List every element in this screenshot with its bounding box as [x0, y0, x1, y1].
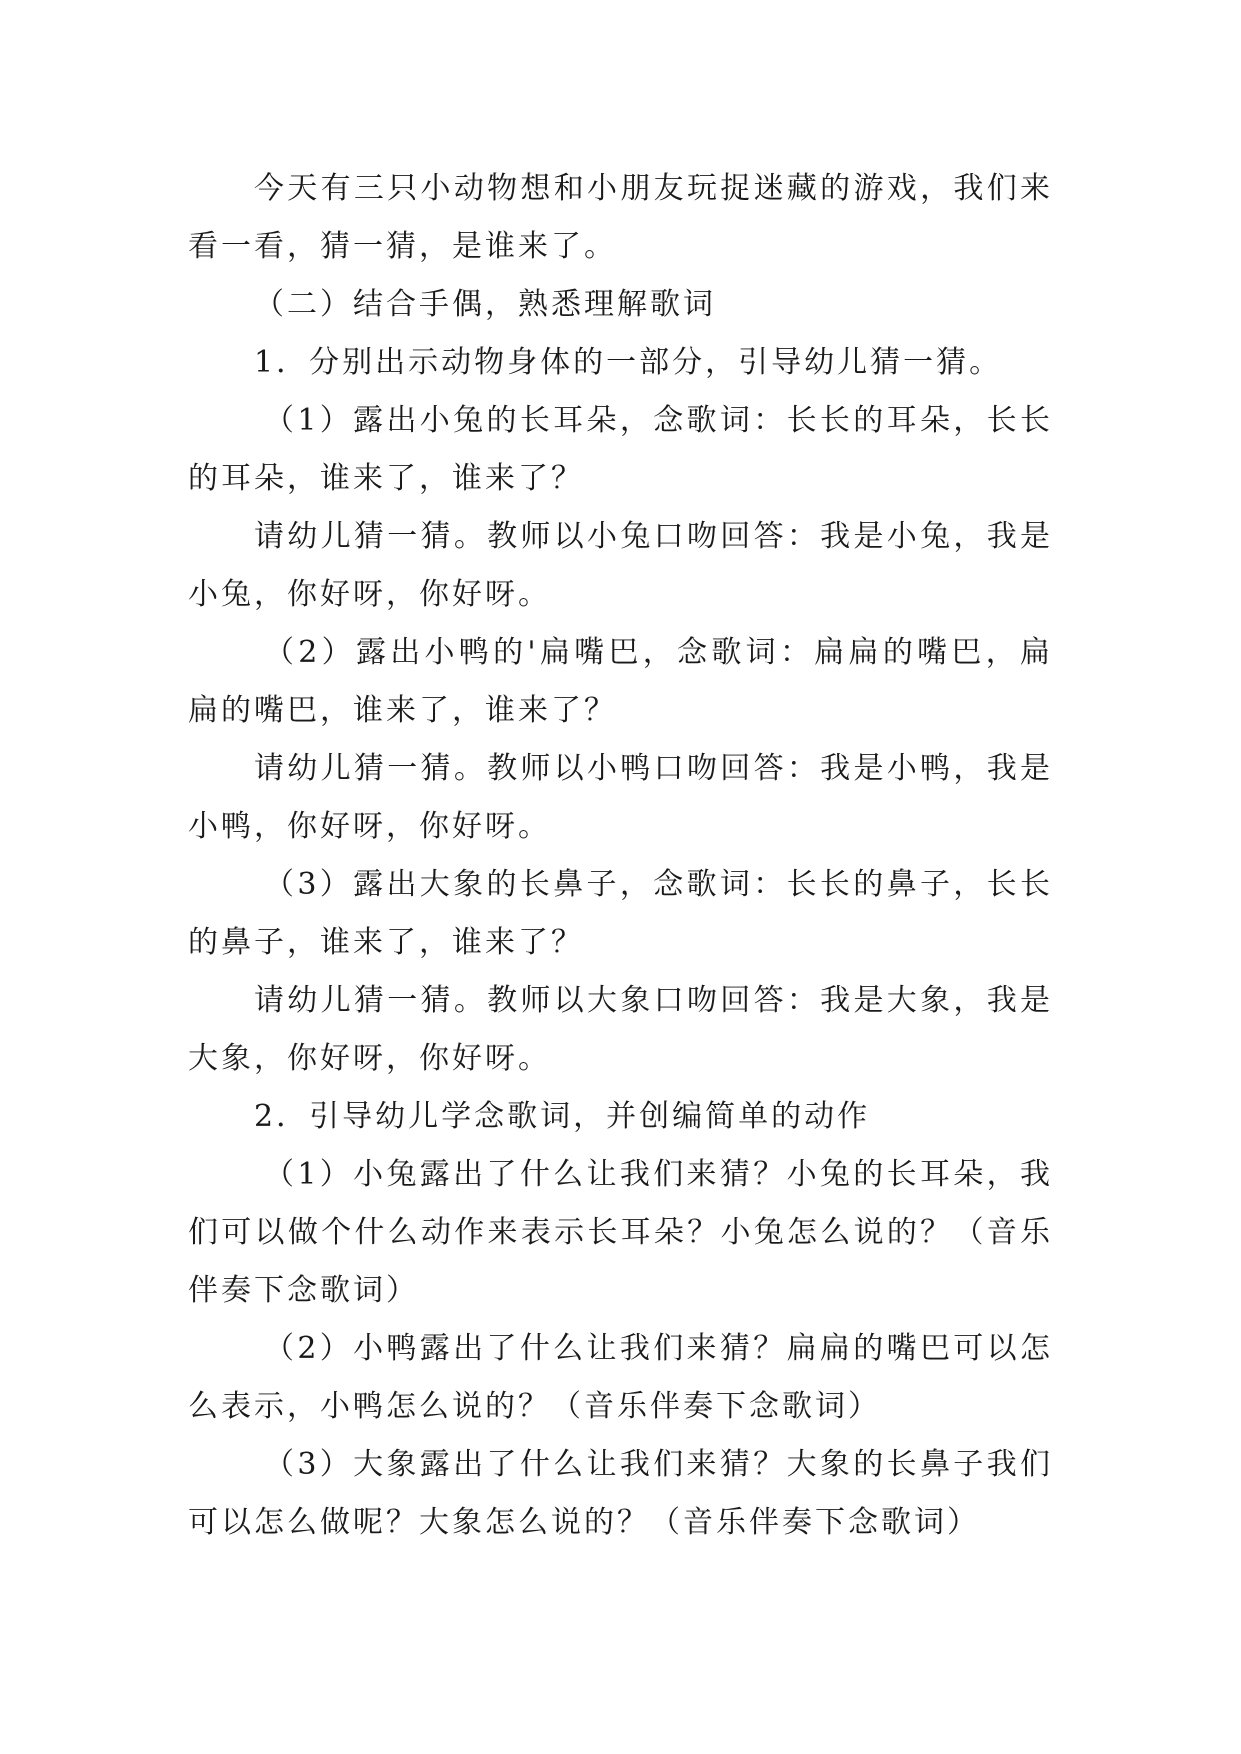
paragraph-rabbit-action: （1）小兔露出了什么让我们来猜？小兔的长耳朵，我们可以做个什么动作来表示长耳朵？小兔怎么说的？（音乐伴奏下念歌词）	[188, 1157, 1053, 1308]
paragraph-intro: 今天有三只小动物想和小朋友玩捉迷藏的游戏，我们来看一看，猜一猜，是谁来了。	[188, 171, 1053, 264]
paragraph-duck-action: （2）小鸭露出了什么让我们来猜？扁扁的嘴巴可以怎么表示，小鸭怎么说的？（音乐伴奏下念歌词）	[188, 1331, 1053, 1424]
paragraph-elephant-answer: 请幼儿猜一猜。教师以大象口吻回答：我是大象，我是大象，你好呀，你好呀。	[188, 983, 1053, 1076]
paragraph-duck-answer: 请幼儿猜一猜。教师以小鸭口吻回答：我是小鸭，我是小鸭，你好呀，你好呀。	[188, 751, 1053, 844]
step-heading-1: 1．分别出示动物身体的一部分，引导幼儿猜一猜。	[254, 345, 1003, 380]
paragraph-rabbit-lyrics: （1）露出小兔的长耳朵，念歌词：长长的耳朵，长长的耳朵，谁来了，谁来了？	[188, 403, 1053, 496]
paragraph-elephant-action: （3）大象露出了什么让我们来猜？大象的长鼻子我们可以怎么做呢？大象怎么说的？（音乐伴奏下念歌词）	[188, 1447, 1053, 1540]
step-heading-2: 2．引导幼儿学念歌词，并创编简单的动作	[254, 1099, 871, 1134]
document-body	[188, 160, 1053, 1552]
section-heading-2: （二）结合手偶，熟悉理解歌词	[254, 287, 716, 322]
paragraph-duck-lyrics: （2）露出小鸭的'扁嘴巴，念歌词：扁扁的嘴巴，扁扁的嘴巴，谁来了，谁来了？	[188, 635, 1053, 728]
paragraph-rabbit-answer: 请幼儿猜一猜。教师以小兔口吻回答：我是小兔，我是小兔，你好呀，你好呀。	[188, 519, 1053, 612]
paragraph-elephant-lyrics: （3）露出大象的长鼻子，念歌词：长长的鼻子，长长的鼻子，谁来了，谁来了？	[188, 867, 1053, 960]
